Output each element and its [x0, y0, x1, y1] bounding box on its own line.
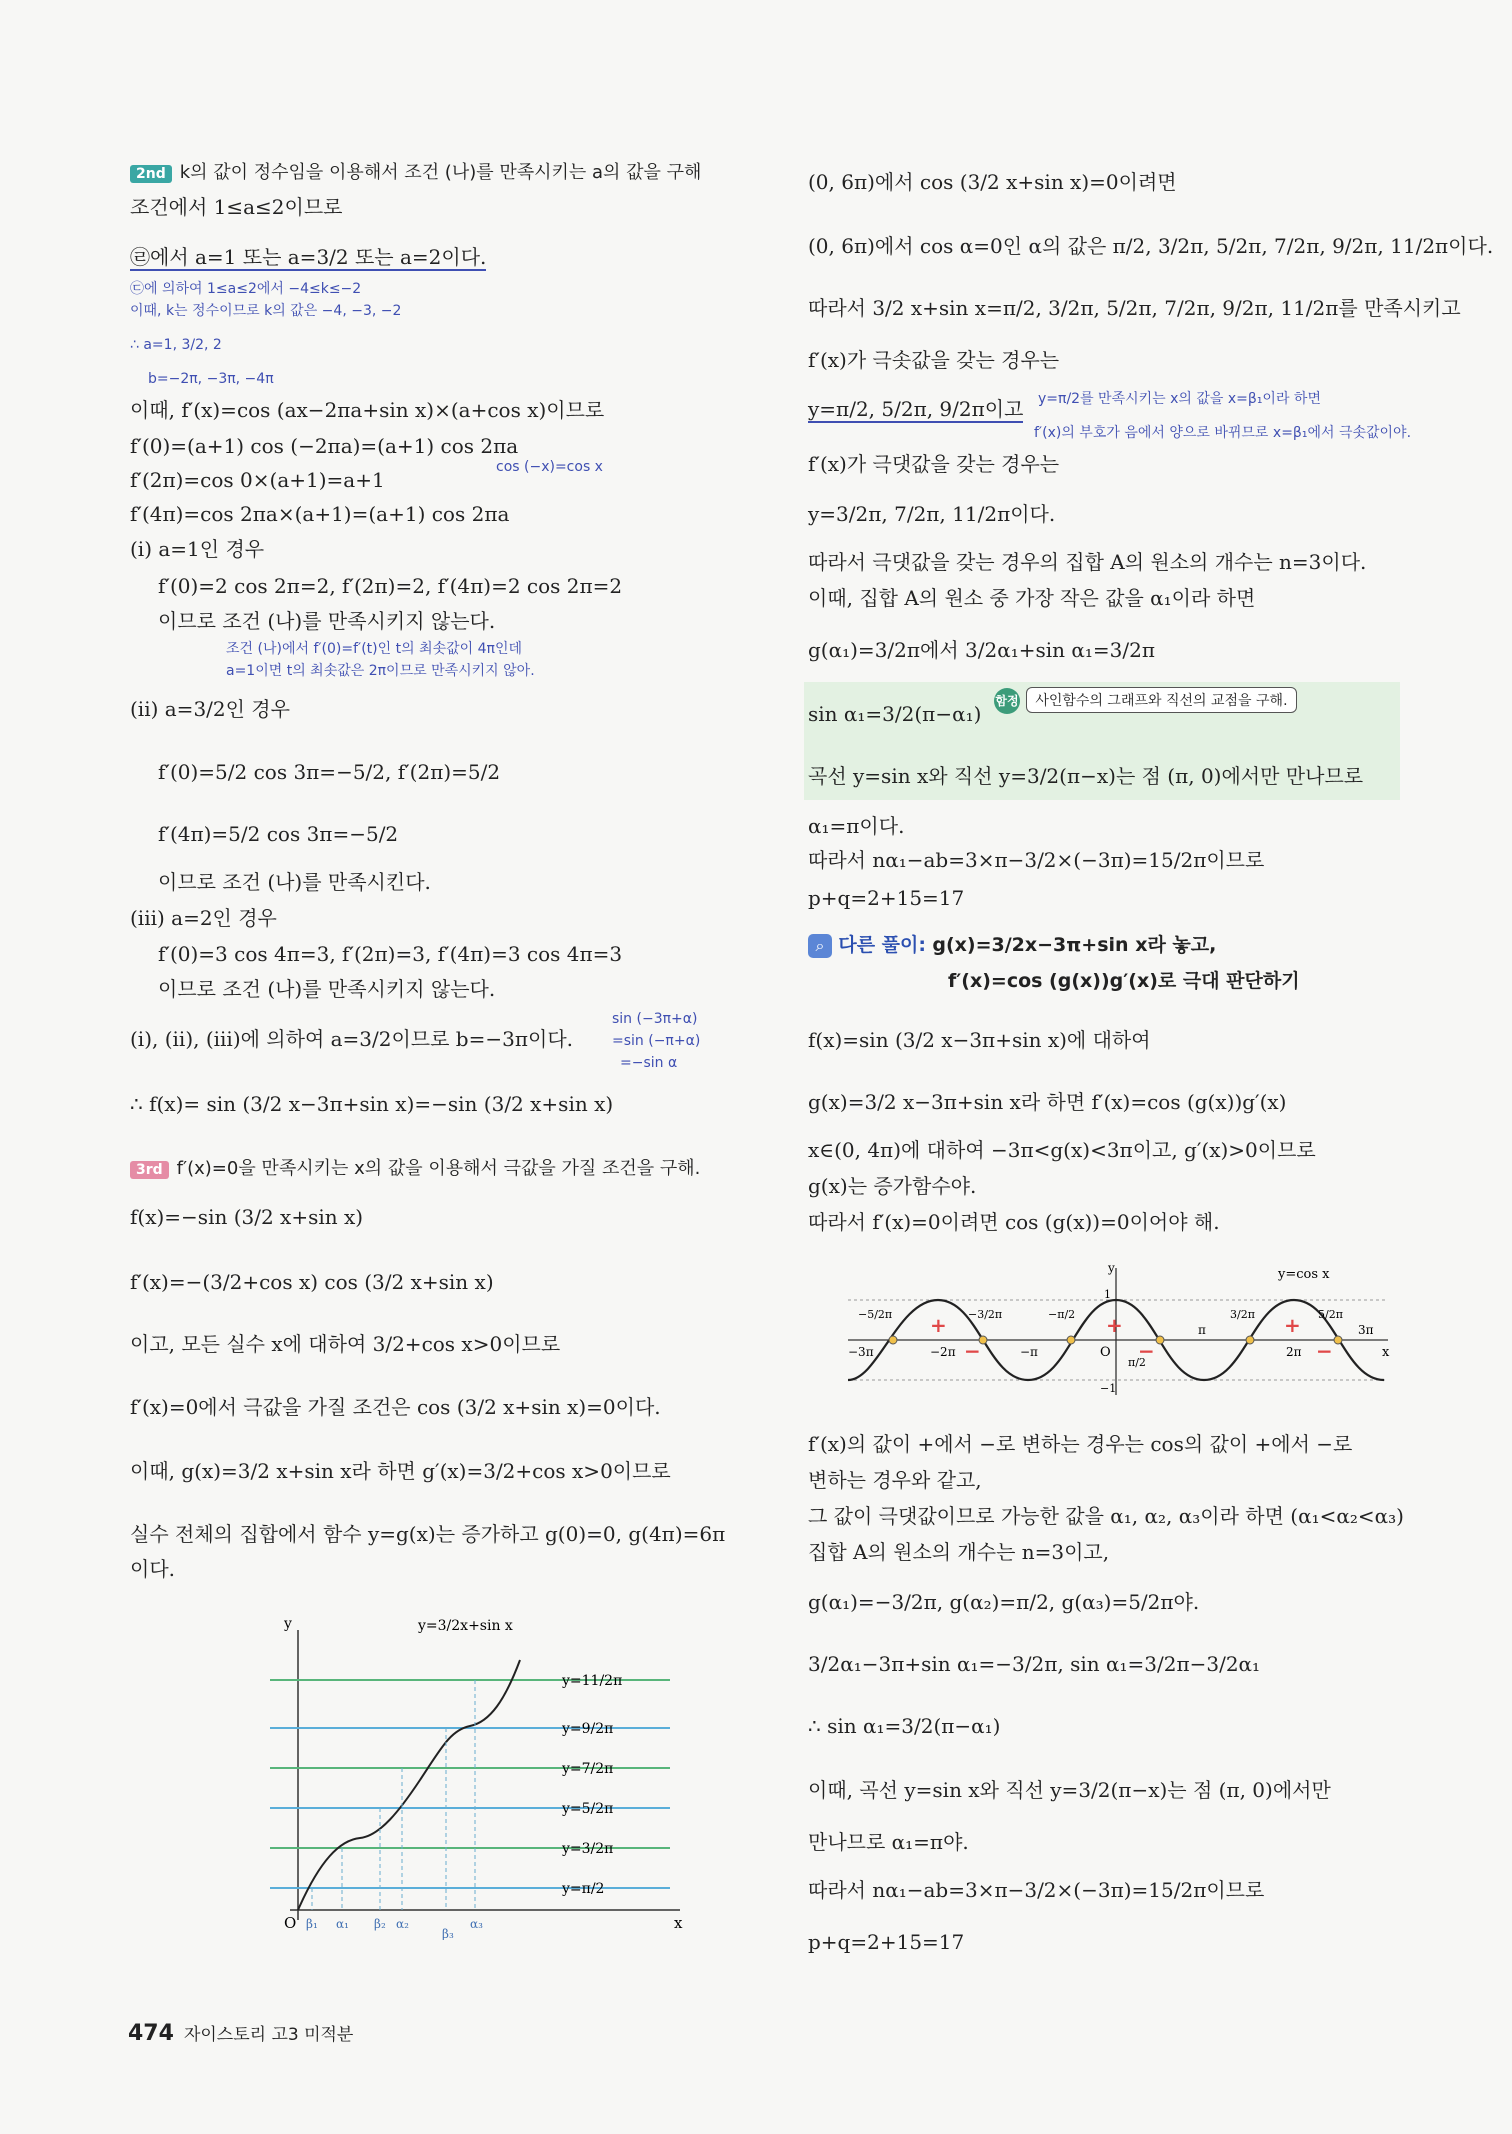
side-note: b=−2π, −3π, −4π [148, 371, 274, 387]
text-line: 이다. [130, 1557, 175, 1581]
alt-title: g(x)=3/2x−3π+sin x라 놓고, [932, 934, 1217, 956]
text-line: 따라서 f′(x)=0이려면 cos (g(x))=0이어야 해. [808, 1210, 1220, 1234]
y-tick: −1 [1100, 1382, 1117, 1395]
alt-label: 다른 풀이: [838, 934, 926, 956]
text-line: (0, 6π)에서 cos (3/2 x+sin x)=0이려면 [808, 170, 1177, 194]
text-line: 따라서 nα₁−ab=3×π−3/2×(−3π)=15/2π이므로 [808, 848, 1265, 872]
y-axis-label: y [284, 1616, 292, 1632]
side-note: cos (−x)=cos x [496, 459, 603, 475]
text-line: g(x)는 증가함수야. [808, 1174, 977, 1198]
text-line: f′(0)=5/2 cos 3π=−5/2, f′(2π)=5/2 [158, 760, 501, 784]
text-line: 이므로 조건 (나)를 만족시키지 않는다. [158, 977, 496, 1001]
case-heading: (i) a=1인 경우 [130, 537, 265, 561]
x-tick: β₁ [306, 1917, 318, 1931]
level-label: y=π/2 [562, 1881, 605, 1897]
book-title: 자이스토리 고3 미적분 [183, 2025, 354, 2045]
step-3-heading [130, 1153, 700, 1183]
side-note: =−sin α [620, 1055, 678, 1071]
x-axis-label: x [1382, 1345, 1390, 1360]
text-line: 이때, f′(x)=cos (ax−2πa+sin x)×(a+cos x)이므로 [130, 398, 605, 422]
x-tick: −5/2π [858, 1308, 893, 1321]
text-line: f′(x)=−(3/2+cos x) cos (3/2 x+sin x) [130, 1270, 494, 1294]
cosine-graph [838, 1260, 1398, 1400]
text-line: 변하는 경우와 같고, [808, 1468, 982, 1492]
side-note: ㉢에 의하여 1≤a≤2에서 −4≤k≤−2 [130, 281, 362, 297]
g-function-graph [250, 1610, 750, 1940]
side-note: sin (−3π+α) [612, 1011, 698, 1027]
side-note: a=1이면 t의 최솟값은 2π이므로 만족시키지 않아. [226, 663, 535, 679]
text-line: 3/2α₁−3π+sin α₁=−3/2π, sin α₁=3/2π−3/2α₁ [808, 1652, 1261, 1676]
text-line: 이때, 곡선 y=sin x와 직선 y=3/2(π−x)는 점 (π, 0)에서만 [808, 1778, 1331, 1802]
x-tick: 3/2π [1230, 1308, 1255, 1321]
text-line: f′(0)=(a+1) cos (−2πa)=(a+1) cos 2πa [130, 434, 519, 458]
x-tick: π [1198, 1323, 1206, 1337]
trap-badge: 함정 [994, 688, 1020, 714]
trap-bubble: 사인함수의 그래프와 직선의 교점을 구해. [1026, 687, 1296, 713]
text-line: f′(2π)=cos 0×(a+1)=a+1 [130, 468, 385, 492]
origin-label: O [284, 1914, 297, 1932]
x-tick: −2π [930, 1345, 956, 1359]
x-tick: −3π [848, 1345, 874, 1359]
text-line: 그 값이 극댓값이므로 가능한 값을 α₁, α₂, α₃이라 하면 (α₁<α₂<α₃) [808, 1504, 1404, 1528]
svg-text:+: + [1284, 1313, 1301, 1337]
svg-text:+: + [930, 1313, 947, 1337]
svg-text:−: − [1138, 1339, 1155, 1363]
text-line: f′(4π)=cos 2πa×(a+1)=(a+1) cos 2πa [130, 502, 510, 526]
curve-label: y=cos x [1278, 1267, 1330, 1282]
text-line: g(α₁)=3/2π에서 3/2α₁+sin α₁=3/2π [808, 638, 1155, 662]
text-line: f′(0)=2 cos 2π=2, f′(2π)=2, f′(4π)=2 cos 2π=2 [158, 574, 623, 598]
text-line: p+q=2+15=17 [808, 1930, 965, 1954]
text-line: α₁=π이다. [808, 814, 905, 838]
alt-title: f′(x)=cos (g(x))g′(x)로 극대 판단하기 [948, 970, 1300, 992]
magnifier-icon: ⌕ [808, 934, 832, 958]
text-line: g(x)=3/2 x−3π+sin x라 하면 f′(x)=cos (g(x))g′(x) [808, 1090, 1287, 1114]
side-note: =sin (−π+α) [612, 1033, 701, 1049]
trap-note [994, 684, 1297, 714]
step-2-title: k의 값이 정수임을 이용해서 조건 (나)를 만족시키는 a의 값을 구해 [179, 162, 702, 183]
side-note: 조건 (나)에서 f′(0)=f′(t)인 t의 최솟값이 4π인데 [226, 641, 523, 657]
x-tick: −π [1020, 1345, 1038, 1359]
y-axis-label: y [1108, 1261, 1115, 1275]
x-tick: β₃ [442, 1927, 454, 1940]
text-line: sin α₁=3/2(π−α₁) [808, 702, 982, 726]
side-note: y=π/2를 만족시키는 x의 값을 x=β₁이라 하면 [1038, 391, 1321, 407]
x-tick: α₁ [336, 1917, 349, 1931]
text-line: 이고, 모든 실수 x에 대하여 3/2+cos x>0이므로 [130, 1332, 561, 1356]
text-line: p+q=2+15=17 [808, 886, 965, 910]
text-line: 곡선 y=sin x와 직선 y=3/2(π−x)는 점 (π, 0)에서만 만나므로 [808, 764, 1364, 788]
svg-text:−: − [964, 1339, 981, 1363]
text-line: 만나므로 α₁=π야. [808, 1830, 969, 1854]
level-label: y=11/2π [562, 1673, 623, 1689]
text-line: ㉣에서 a=1 또는 a=3/2 또는 a=2이다. [130, 245, 487, 269]
text-line: f′(0)=3 cos 4π=3, f′(2π)=3, f′(4π)=3 cos 4π=3 [158, 942, 623, 966]
x-tick: π/2 [1128, 1356, 1146, 1369]
side-note: ∴ a=1, 3/2, 2 [130, 337, 222, 353]
text-line: f′(x)의 값이 +에서 −로 변하는 경우는 cos의 값이 +에서 −로 [808, 1432, 1353, 1456]
side-note: f′(x)의 부호가 음에서 양으로 바뀌므로 x=β₁에서 극솟값이야. [1034, 425, 1412, 441]
text-line: x∈(0, 4π)에 대하여 −3π<g(x)<3π이고, g′(x)>0이므로 [808, 1138, 1316, 1162]
svg-text:+: + [1106, 1313, 1123, 1337]
text-line: 따라서 3/2 x+sin x=π/2, 3/2π, 5/2π, 7/2π, 9/2π, 11/2π를 만족시키고 [808, 296, 1461, 320]
text-line: f′(x)가 극솟값을 갖는 경우는 [808, 348, 1060, 372]
side-note: 이때, k는 정수이므로 k의 값은 −4, −3, −2 [130, 303, 402, 319]
x-tick: 3π [1358, 1323, 1374, 1337]
step-2-tag: 2nd [130, 165, 172, 183]
text-line: (0, 6π)에서 cos α=0인 α의 값은 π/2, 3/2π, 5/2π, 7/2π, 9/2π, 11/2π이다. [808, 234, 1494, 258]
page-footer [128, 2020, 353, 2046]
text-line: 집합 A의 원소의 개수는 n=3이고, [808, 1540, 1110, 1564]
text-line: 따라서 nα₁−ab=3×π−3/2×(−3π)=15/2π이므로 [808, 1878, 1265, 1902]
text-line: g(α₁)=−3/2π, g(α₂)=π/2, g(α₃)=5/2π야. [808, 1590, 1200, 1614]
text-line: f(x)=sin (3/2 x−3π+sin x)에 대하여 [808, 1028, 1151, 1052]
origin-label: O [1100, 1345, 1111, 1360]
level-label: y=7/2π [562, 1761, 614, 1777]
level-label: y=3/2π [562, 1841, 614, 1857]
case-heading: (iii) a=2인 경우 [130, 906, 277, 930]
text-line: ∴ sin α₁=3/2(π−α₁) [808, 1714, 1001, 1738]
text-line: f′(x)가 극댓값을 갖는 경우는 [808, 452, 1060, 476]
step-2-heading [130, 157, 701, 187]
text-line: 실수 전체의 집합에서 함수 y=g(x)는 증가하고 g(0)=0, g(4π)=6π [130, 1522, 726, 1546]
y-tick: 1 [1104, 1288, 1111, 1301]
x-axis-label: x [674, 1914, 683, 1932]
text-line: 이때, g(x)=3/2 x+sin x라 하면 g′(x)=3/2+cos x>0이므로 [130, 1459, 671, 1483]
text-line: f(x)=−sin (3/2 x+sin x) [130, 1205, 364, 1229]
svg-text:−: − [1316, 1339, 1333, 1363]
x-tick: 5/2π [1318, 1308, 1343, 1321]
case-heading: (ii) a=3/2인 경우 [130, 697, 290, 721]
step-3-title: f′(x)=0을 만족시키는 x의 값을 이용해서 극값을 가질 조건을 구해. [176, 1158, 701, 1179]
text-line: (i), (ii), (iii)에 의하여 a=3/2이므로 b=−3π이다. [130, 1027, 573, 1051]
text-line: y=3/2π, 7/2π, 11/2π이다. [808, 502, 1056, 526]
level-label: y=9/2π [562, 1721, 614, 1737]
x-tick: α₃ [470, 1917, 483, 1931]
page-number: 474 [128, 2021, 174, 2046]
text-line: 이므로 조건 (나)를 만족시킨다. [158, 870, 431, 894]
g-curve [298, 1660, 520, 1910]
x-tick: β₂ [374, 1917, 386, 1931]
text-line: 따라서 극댓값을 갖는 경우의 집합 A의 원소의 개수는 n=3이다. [808, 550, 1367, 574]
text-line: f′(x)=0에서 극값을 가질 조건은 cos (3/2 x+sin x)=0이다. [130, 1395, 661, 1419]
curve-label: y=3/2x+sin x [418, 1618, 513, 1634]
alt-solution-heading [808, 930, 1216, 958]
text-line: f′(4π)=5/2 cos 3π=−5/2 [158, 822, 399, 846]
text-line: 조건에서 1≤a≤2이므로 [130, 195, 343, 219]
x-tick: −3/2π [968, 1308, 1003, 1321]
step-3-tag: 3rd [130, 1161, 169, 1179]
text-line: 이므로 조건 (나)를 만족시키지 않는다. [158, 609, 496, 633]
x-tick: −π/2 [1048, 1308, 1076, 1321]
text-line: y=π/2, 5/2π, 9/2π이고 [808, 397, 1024, 421]
text-line: 이때, 집합 A의 원소 중 가장 작은 값을 α₁이라 하면 [808, 586, 1256, 610]
level-label: y=5/2π [562, 1801, 614, 1817]
x-tick: α₂ [396, 1917, 409, 1931]
x-tick: 2π [1286, 1345, 1302, 1359]
text-line: ∴ f(x)= sin (3/2 x−3π+sin x)=−sin (3/2 x+sin x) [130, 1092, 614, 1116]
